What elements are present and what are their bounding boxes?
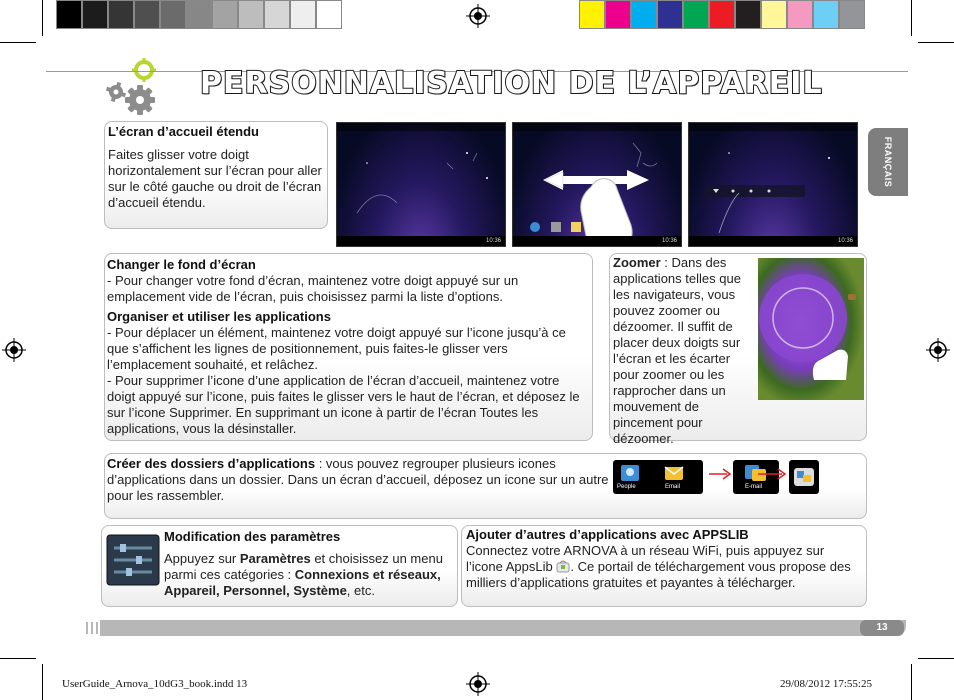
gray-swatch-strip	[56, 0, 342, 31]
slug-filename: UserGuide_Arnova_10dG3_book.indd 13	[62, 678, 248, 690]
color-swatch	[735, 0, 761, 29]
color-swatch	[631, 0, 657, 29]
appslib-text-prefix: Connectez votre ARNOVA à un réseau WiFi, puis appuyez sur l’icone AppsLib	[466, 543, 825, 574]
zoom-text-top	[613, 255, 753, 447]
crop-mark	[918, 42, 954, 43]
wallpaper-title: Changer le fond d’écran	[107, 257, 256, 272]
settings-text	[164, 551, 454, 599]
color-swatch	[238, 0, 264, 29]
wallpaper-text: - Pour changer votre fond d’écran, maintenez votre doigt appuyé sur un emplacement vide de l’écran, puis choisissez parmi la liste d’options.	[107, 273, 519, 304]
appslib-text	[466, 543, 864, 591]
color-swatch	[657, 0, 683, 29]
footer-bar	[100, 620, 906, 636]
color-swatch	[761, 0, 787, 29]
clock-text: 10:36	[837, 238, 853, 244]
appslib-title: Ajouter d’autres d’applications avec APPSLIB	[466, 527, 749, 542]
settings-text-suffix: , etc.	[346, 583, 375, 598]
clock-text: 10:36	[485, 238, 501, 244]
app-folder-icon	[792, 466, 816, 488]
email-icon-label: Email	[665, 484, 681, 490]
app-icons-group	[613, 460, 703, 494]
home-screen-screenshot-left	[336, 122, 506, 247]
appslib-text-suffix: . Ce portail de téléchargement vous propose des milliers d’applications gratuites et payantes à télécharger.	[466, 559, 851, 590]
color-swatch-strip	[579, 0, 865, 31]
arrow-right-icon	[758, 468, 786, 480]
color-swatch	[787, 0, 813, 29]
language-tab-label: FRANÇAIS	[883, 136, 893, 188]
arrow-right-icon	[709, 468, 731, 480]
color-swatch	[186, 0, 212, 29]
zoom-panel	[609, 253, 867, 446]
settings-sliders-icon	[106, 534, 160, 586]
color-swatch	[108, 0, 134, 29]
home-screen-screenshot-right	[688, 122, 858, 247]
contacts-icon	[619, 463, 641, 483]
color-swatch	[683, 0, 709, 29]
registration-mark-icon	[926, 338, 950, 362]
merged-icon-label: E-mail	[745, 484, 763, 490]
gears-icon	[100, 58, 164, 118]
settings-text-prefix: Appuyez sur	[164, 551, 240, 566]
wallpaper-organize-panel	[104, 253, 593, 441]
registration-mark-icon	[466, 672, 490, 696]
color-swatch	[839, 0, 865, 29]
color-swatch	[160, 0, 186, 29]
home-screen-title: L’écran d’accueil étendu	[108, 124, 259, 139]
language-tab	[868, 128, 908, 196]
page-title: PERSONNALISATION DE L’APPAREIL	[200, 66, 823, 101]
slug-timestamp: 29/08/2012 17:55:25	[780, 678, 872, 690]
settings-text-mid: et choisissez un menu parmi ces catégories :	[164, 551, 443, 582]
organize-title: Organiser et utiliser les applications	[107, 309, 331, 324]
color-swatch	[264, 0, 290, 29]
home-screen-screenshot-swipe	[512, 122, 682, 247]
clock-text: 10:36	[661, 238, 677, 244]
folders-body: : vous pouvez regrouper plusieurs icones d’applications dans un dossier. Dans un écran d’accueil, déposez un icone sur un autre pour les rassembler.	[107, 456, 609, 503]
allium-flower-photo	[758, 258, 864, 400]
registration-mark-icon	[2, 338, 26, 362]
folder-result-box	[789, 460, 819, 494]
zoom-body: : Dans des applications telles que les navigateurs, vous pouvez zoomer ou dézoomer. Il suffit de placer deux doigts sur l’écran et les écarter pour zoomer ou les rapprocher dans un mouvement de pincement pour dézoomer.	[613, 255, 741, 446]
crop-mark	[911, 664, 912, 700]
crop-mark	[911, 0, 912, 36]
settings-categories: Connexions et réseaux, Appareil, Personnel, Système	[164, 567, 441, 598]
crop-mark	[0, 658, 36, 659]
color-swatch	[709, 0, 735, 29]
crop-mark	[918, 658, 954, 659]
footer-stripes	[84, 620, 100, 636]
folders-lead: Créer des dossiers d’applications	[107, 456, 316, 471]
home-screen-text: Faites glisser votre doigt horizontalement sur l’écran pour aller sur le côté gauche ou droit de l’écran d’accueil étendu.	[108, 147, 322, 210]
folders-panel	[104, 453, 867, 519]
color-swatch	[316, 0, 342, 29]
crop-mark	[42, 664, 43, 700]
zoom-lead: Zoomer	[613, 255, 661, 270]
color-swatch	[212, 0, 238, 29]
crop-mark	[42, 0, 43, 36]
contacts-icon-label: People	[617, 484, 636, 490]
appslib-bag-icon	[556, 559, 570, 573]
organize-text-delete: - Pour supprimer l’icone d’une application de l’écran d’accueil, maintenez votre doigt appuyé sur l’icone, puis faites le glisser vers le haut de l’écran, et déposez le sur l’icone Supprimer. En supprimant un icone à partir de l’écran Toutes les applications, vous la désinstaller.	[107, 373, 580, 436]
color-swatch	[290, 0, 316, 29]
folders-text	[107, 456, 609, 504]
registration-mark-icon	[466, 4, 490, 28]
settings-panel	[101, 525, 458, 607]
color-swatch	[134, 0, 160, 29]
crop-mark	[0, 42, 36, 43]
settings-title: Modification des paramètres	[164, 529, 341, 544]
page-number: 13	[860, 620, 904, 636]
color-swatch	[82, 0, 108, 29]
organize-text-move: - Pour déplacer un élément, maintenez votre doigt appuyé sur l’icone jusqu’à ce que s’affichent les lignes de positionnement, puis faites-le glisser vers l’emplacement souhaité, et relâchez.	[107, 325, 566, 372]
home-screen-panel	[104, 121, 328, 229]
color-swatch	[605, 0, 631, 29]
settings-keyword: Paramètres	[239, 551, 311, 566]
appslib-panel	[461, 525, 867, 607]
color-swatch	[579, 0, 605, 29]
color-swatch	[56, 0, 82, 29]
color-swatch	[813, 0, 839, 29]
email-icon	[663, 463, 685, 483]
